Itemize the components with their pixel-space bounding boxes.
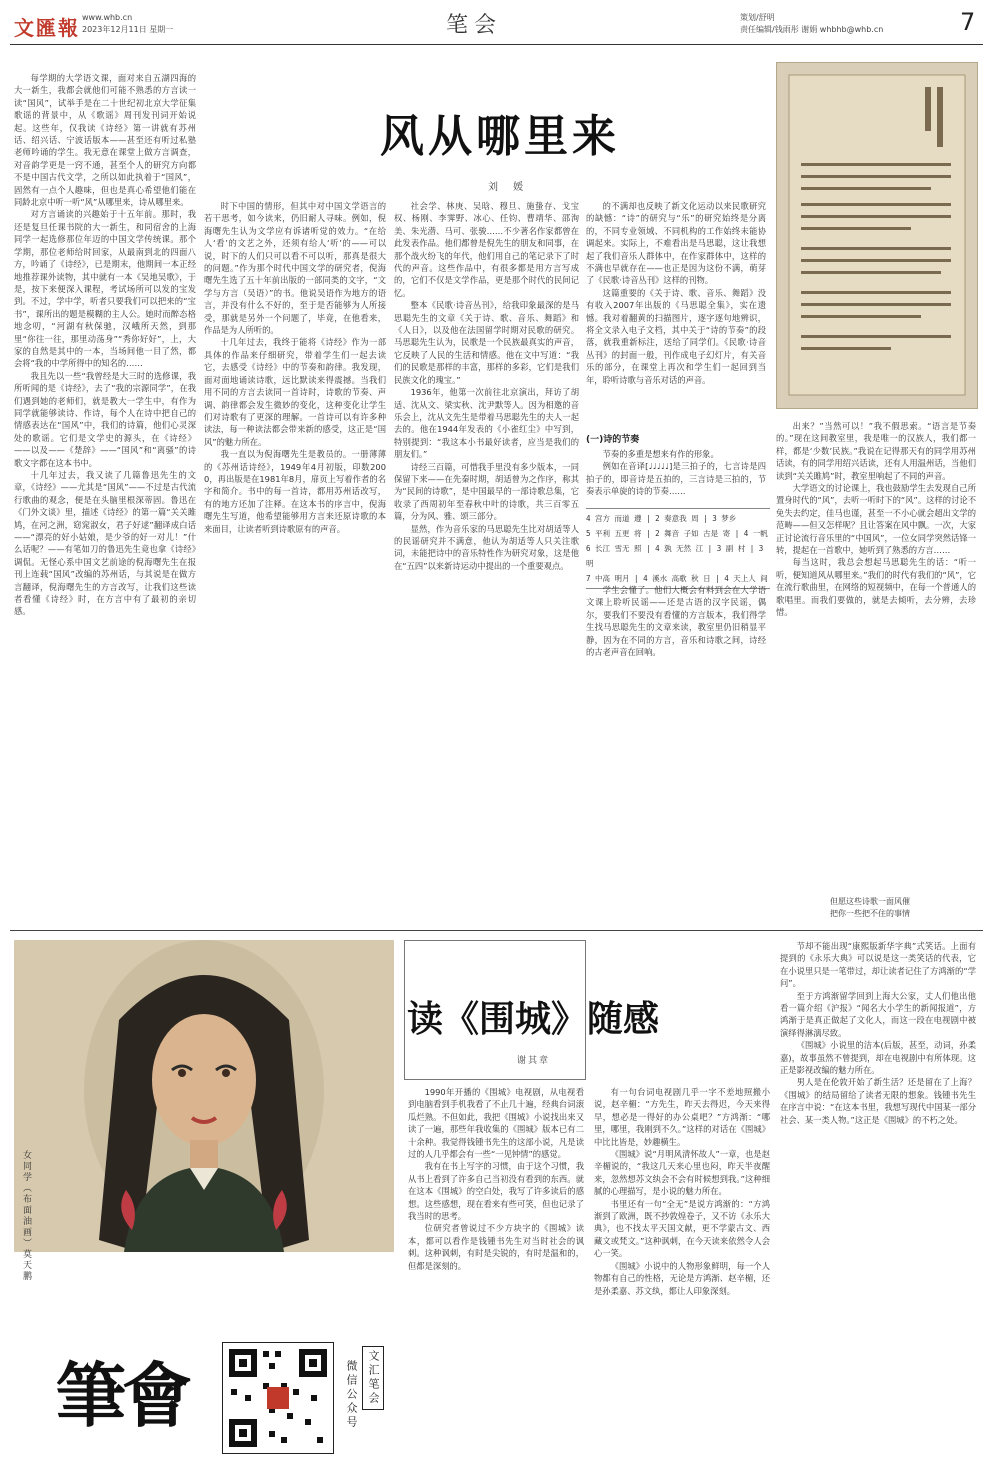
paragraph: 至于方鸿渐留学回到上海大公家，丈人们他出他看一篇介绍《沪报》“闻名大小学生的新闻报道”，方鸿渐于是真正做起了文化人，而这一段在电视剧中被演绎得淋漓尽致。: [780, 990, 976, 1038]
paragraph: 1936年，他第一次前往北京演出，拜访了胡适、沈从文、梁实秋、沈尹默等人。因为相邀的音乐会上，沈从文先生是带着马思聪先生的夫人一起去的。他在1944年发表的《小雀红尘》中写到，特别提到：“我这本小书最好读者，应当是我们的朋友们。”: [394, 387, 579, 460]
scanned-magazine-image: [776, 62, 978, 409]
qr-code[interactable]: [222, 1342, 334, 1454]
article1-title: 风从哪里来: [380, 111, 620, 162]
article2-title-box: [404, 940, 660, 1080]
paragraph: 《围城》小说中的人物形象鲜明，每一个人物都有自己的性格，无论是方鸿渐、赵辛楣，还是孙柔嘉、苏文纨，都让人印象深刻。: [594, 1260, 770, 1296]
painting-female-classmate: [14, 940, 394, 1252]
score-line: 6 长江 雪无 照 | 4 孰 无然 江 | 3 副 村 | 3 明: [586, 544, 764, 568]
wenhui-stamp: 文汇笔会: [362, 1346, 384, 1410]
paragraph: 《围城》小说里的洁本(后版，甚至，动词，孙柔嘉)，故事虽然不曾提到，却在电视剧中有所体现。这正是影视改编的魅力所在。: [780, 1040, 976, 1076]
article1-column-4: [586, 200, 766, 424]
paragraph: 这篇重要的《关于诗、歌、音乐、舞蹈》没有收入2007年出版的《马思聪全集》，实在遗憾。我对着翻黄的扫描图片，逐字逐句地辨识，将全文录入电子文档，其中关于“诗的节奏”的段落，就我重新标注，送给了同学们。《民歌·诗音丛刊》的封面一般，刊作成电子幻灯片，有关音乐的部分，在课堂上再次和学生们一起回到当年，聆听诗歌与音乐对话的声音。: [586, 287, 766, 385]
qr-caption: 微信公众号: [345, 1360, 358, 1430]
music-score: [586, 508, 770, 589]
closing-poem: [830, 896, 910, 920]
paragraph: 我有在书上写字的习惯，由于这个习惯，我从书上看到了许多自己当初没有看到的东西。就在这本《围城》的空白处，我写了许多读后的感想。这些感想，现在看来有些可笑，但也记录了我当时的思考。: [408, 1161, 584, 1222]
paragraph: 有一句台词电视剧几乎一字不差地照搬小说，赵辛楣：“方先生，昨天去得迟，今天来得早，想必是一得好的办公桌吧？”方鸿渐：“哪里，哪里，我刚到不久。”这样的对话在《围城》中比比皆是，妙趣横生。: [594, 1087, 770, 1147]
paragraph: 《围城》说“月明风清怀故人”一章，也是赵辛楣说的，“我这几天来心里也闷，昨天半夜醒来，忽然想苏文纨会不会有时候想到我。”这种细腻的心理描写，是小说的魅力所在。: [594, 1149, 770, 1197]
masthead: [0, 0, 993, 44]
paragraph: 的不满却也反映了新文化运动以来民歌研究的缺憾：“诗”的研究与“乐”的研究始终是分离的，不同专业领域、不同机构的工作始终未能协调起来。实际上，不难看出是马思聪，这让我想起了我们音乐人群体中，在作家群体中，这样的不满也早就存在——也正是因为这份不满，萌芽了《民歌·诗音丛刊》这样的刊物。: [586, 201, 766, 286]
article2-column-2: [594, 1086, 770, 1472]
paragraph: 时下中国的情形，但其中对中国文学语言的若干思考，如今读来，仍旧耐人寻味。例如，倪海曙先生认为文学应有诉诸听觉的效力。“在给人‘看’的文艺之外，还须有给人‘听’的——可以说，时下的人们只可以看不可以听，那真是很大的问题。”作为那个时代中国文学的研究者，倪海曙先生选了五十年前出版的一部同类的文字，“文学与方言（吴语）”的书。他说吴语作为地方的语言，并没有什么不好的，至于是否能够为人所接受，那就是另外一个问题了，毕竟，在他看来，作品是为人所听的。: [204, 201, 386, 336]
newspaper-logo: 文匯報: [14, 16, 80, 40]
article1-subhead: (一)诗的节奏: [586, 435, 640, 445]
paragraph: 出来？”当然可以！”我不假思索。“语言是节奏的。”现在这间教室里，我是唯一的汉族人，我们都一样，都是‘少数’民族。”我说在记得那天有的同学用苏州话读，有的同学用绍兴话读，还有人用温州话，当他们读到“关关雎鸠”时，教室里响起了不同的声音。: [776, 421, 976, 481]
paragraph: 书里还有一句“全无”是说方鸿渐的：“方鸿渐到了欧洲，既不抄敦煌卷子，又不访《永乐大典》，也不找太平天国文献，更不学蒙古文、西藏文或梵文。”这种讽刺，在今天读来依然令人会心一笑。: [594, 1198, 770, 1259]
article1-column-5: [776, 420, 976, 890]
score-line: 7 中高 明月 | 4 溪水 高歌 秋 日 | 4 天上人 间: [586, 574, 768, 583]
paragraph: 节却不能出现“康熙版新华字典”式笑话。上面有提到的《永乐大典》可以说是这一类笑话的代表，它在小说里只是一笔带过，却让读者记住了方鸿渐的“学问”。: [780, 941, 976, 989]
score-intro-block: [586, 448, 766, 500]
article1-column-1: [14, 72, 196, 922]
paragraph: 学生会懂了。他们大概会有料到会在大学语文课上聆听民谣——还是古语的汉字民谣，偶尔，要我们不要没有看懂的方言版本，我们得学生找马思聪先生的文章来读，教室里仍旧稍显平静，因为在不同的方言，音乐和诗歌之间，诗经的古老声音在回响。: [586, 585, 766, 658]
paragraph: 十几年过去，我又读了几篇鲁迅先生的文章，《诗经》——尤其是“国风”——不过是古代流行歌曲的观念，便是在头脑里根深蒂固。鲁迅在《门外文谈》里，描述《诗经》的第一篇“关关雎鸠，在河之洲，窈窕淑女，君子好逑”翻译成白话——“漂亮的好小姑娘，是少爷的好一对儿！”什么话呢？——有笔如刀的鲁迅先生竟也拿《诗经》调侃。无怪心系中国文艺前途的倪海曙先生在报刊上连载“国风”改编的苏州话，与其说是在做方言翻译，倪海曙先生的方言改写，让我们这些读者看懂《诗经》时，在方言中有了最初的亲切感。: [14, 470, 196, 617]
article2-column-1: [408, 1086, 584, 1472]
article1-author: 刘 媛: [488, 182, 530, 193]
paragraph: 节奏的多重是想来有作的形象。: [602, 449, 719, 459]
paragraph: 我一直以为倪海曙先生是教员的。一册薄薄的《苏州话诗经》，1949年4月初版，印数2000，再出版是在1981年8月，扉页上写着作者的名字和简介。书中的每一首诗，都用苏州话改写，有的地方还加了注释。在这本书的序言中，倪海曙先生写道，他希望能够用方言来还原诗歌的本来面目，让读者听到诗歌原有的声音。: [204, 449, 386, 534]
article2-column-3: [780, 940, 976, 1472]
paragraph: 大学语文的讨论课上，我也鼓励学生去发现自己所置身时代的“风”，去听一听时下的“风”。这样的讨论不免失去约定，佳马也谨，甚至一不小心就会超出文学的范畴——但又怎样呢？且让答案在风中飘。一次，大家正讨论流行音乐里的“中国风”，一位女同学突然话锋一转，提起在一首歌中，她听到了熟悉的方言……: [776, 483, 976, 556]
paragraph: 我且先以一些“我曾经是大三时的选修课，我所听闻的是《诗经》，去了“我的宗源同学”，在我们遇到她的老师们，就是教大一学生中，有作为同学就能够读诗、作诗，每个人在诗中把自己的情感表达在“国风”中，我们的诗篇，他们心灵深处的歌谣。它们是文学史的源头，在《诗经》——以及——《楚辞》——“国风”和“离骚”的诗歌文字都在这本书中。: [14, 370, 196, 468]
paragraph: 显然，作为音乐家的马思聪先生比对胡适等人的民谣研究并不满意，他认为胡适等人只关注歌词，未能把诗中的音乐特性作为研究对象，这是他在“五四”以来新诗运动中提出的一个重要观点。: [394, 523, 579, 571]
paragraph: 例如在音译[♩♩♩♩♩]是三拍子的，七言诗是四拍子的，即音诗是五拍的，三言诗是三拍的，节奏表示单旋的诗的节奏……: [586, 461, 766, 497]
paragraph: 每当这时，我总会想起马思聪先生的话：“听一听，便知道风从哪里来。”我们的时代有我们的“风”，它在流行歌曲里，在网络的短视频中，在每一个普通人的歌唱里。而我们要做的，就是去倾听，去分辨，去珍惜。: [776, 557, 976, 618]
qr-code-icon: [223, 1343, 333, 1453]
paragraph: 十几年过去，我终于能将《诗经》作为一部具体的作品来仔细研究，带着学生们一起去读它，去感受《诗经》中的节奏和韵律。我发现，面对面地诵读诗歌，远比默读来得震撼。当我们用不同的方言去读同一首诗时，诗歌的节奏、声调、韵律都会发生微妙的变化，这种变化让学生们对诗歌有了更深的理解。一首诗可以有许多种读法，每一种读法都会带来新的感受，这正是“国风”的魅力所在。: [204, 337, 386, 447]
section-title: 笔会: [446, 13, 503, 38]
paragraph: 男人是在伦敦开始了新生活？还是留在了上海？《围城》的结局留给了读者无限的想象。钱锺书先生在序言中说：“在这本书里，我想写现代中国某一部分社会、某一类人物。”这正是《围城》的不朽之处。: [780, 1077, 976, 1125]
portrait-painting-illustration: [14, 940, 394, 1252]
paragraph: 位研究者曾说过不少方块字的《围城》读本，都可以看作是钱锺书先生对当时社会的讽刺。这种讽刺，有时是尖锐的，有时是温和的，但都是深刻的。: [408, 1223, 584, 1271]
article2-title: 读《围城》随感: [407, 998, 660, 1040]
magazine-page-illustration: [777, 63, 977, 408]
poem-line: 但愿这些诗歌一面风催: [830, 897, 910, 906]
masthead-date: 2023年12月11日 星期一: [82, 25, 174, 34]
paragraph: 社会学、林庚、吴晗、穆旦、施蛰存、戈宝权、杨刚、李霁野、冰心、任钧、曹靖华、邵洵美、朱光潜、马可、张骏……不少著名作家都曾在此发表作品。他们都曾是倪先生的朋友和同事，在那个战火纷飞的年代，他们用自己的笔记录下了时代的声音。这些作品中，有很多都是用方言写成的，它们不仅是文学作品，更是那个时代的民间记忆。: [394, 201, 579, 298]
masthead-rule: [10, 44, 983, 45]
paragraph: 对方言诵读的兴趣始于十五年前。那时，我还是复旦任课书院的大一新生，和同宿舍的上海同学一起选修那位年迈的中国文学传统课。那个学期，那位老师给时回家，从最南到北的四面八方，吟诵了《诗经》，已是期末，他期间一本正经地推荐课外读物，其中就有一本《吴地吴歌》，于是，按下来便深入课程，考试场所可以发的宝发到。不过，学中学，听者只要我们可以把来的“宝书”，课所出的题是模糊的主人公。她时而醉态格地念叨，“河湖有秋保驰，汉峨所天然，到那里“你往一往，那里动荡身”“秀你好好”，上，大家的自然是其中的一本，当场间他一目了然，都会将“我的中学所得中的知名的……: [14, 209, 196, 369]
masthead-editor-line: 策划/舒明: [740, 13, 775, 22]
painting-caption: 女同学（布面油画）莫天鹏: [21, 1150, 31, 1282]
masthead-editors: 责任编辑/钱雨彤 谢娟 whbhb@whb.cn: [740, 25, 884, 34]
section-divider: [10, 930, 983, 931]
score-line: 5 平利 五更 将 | 2 舞音 子如 古是 寄 | 4 一帆: [586, 529, 768, 538]
poem-line: 把你一些把不住的事情: [830, 909, 910, 918]
article1-column-2: [204, 200, 386, 922]
score-line: 4 宫方 而道 遵 | 2 奏意我 周 | 3 梦乡: [586, 514, 737, 523]
page-number: 7: [960, 8, 976, 36]
paragraph: 整本《民歌·诗音丛刊》，给我印象最深的是马思聪先生的文章《关于诗、歌、音乐、舞蹈》和《人日》，以及他在法国留学时期对民歌的研究。马思聪先生认为，民歌是一个民族最真实的声音，它反映了人民的生活和情感。他在文中写道：“我们的民歌是那样的丰富，那样的多彩，它们是我们民族文化的瑰宝。”: [394, 300, 579, 385]
calligraphy-logo: 筆會: [56, 1354, 188, 1437]
paragraph: 1990年开播的《围城》电视剧，从电视看到电脑看到手机我看了不止几十遍，经典台词滚瓜烂熟。不但如此，我把《围城》小说找出来又读了一遍，那些年我收集的《围城》版本已有二十余种。我觉得钱锺书先生的这部小说，凡是读过的人几乎都会有一些“一见钟情”的感觉。: [408, 1087, 584, 1160]
article1-column-3: [394, 200, 579, 922]
article2-author: 谢其章: [517, 1056, 551, 1066]
masthead-url: www.whb.cn: [82, 13, 133, 22]
article1-column-4b: [586, 584, 766, 922]
paragraph: 诗经三百篇，可惜我手里没有多少版本，一同保留下来——在先秦时期，胡适曾为之作序，称其为“民间的诗歌”，是中国最早的一部诗歌总集，它收录了西周初年至春秋中叶的诗歌，共三百零五篇，分为风、雅、颂三部分。: [394, 461, 579, 522]
paragraph: 每学期的大学语文课，面对来自五湖四海的大一新生，我都会就他们可能不熟悉的方言读一读“国风”，试举手是在二十世纪初北京大学征集歌谣的背景中，从《歌谣》周刊发刊词开始说起。这些年，仅我读《诗经》第一讲就有苏州话、绍兴话、宁波话版本——甚至还有听过私塾老师吟诵的学生。我无意在课堂上做方言调查，对音韵学更是一窍不通，甚至个人的研究方向都不是中国古代文学，之所以如此执着于“国风”，固然有一点个人趣味，但也是真心希望他们能在同龄北京中听一听“风”从哪里来，诗从哪里来。: [14, 73, 196, 208]
